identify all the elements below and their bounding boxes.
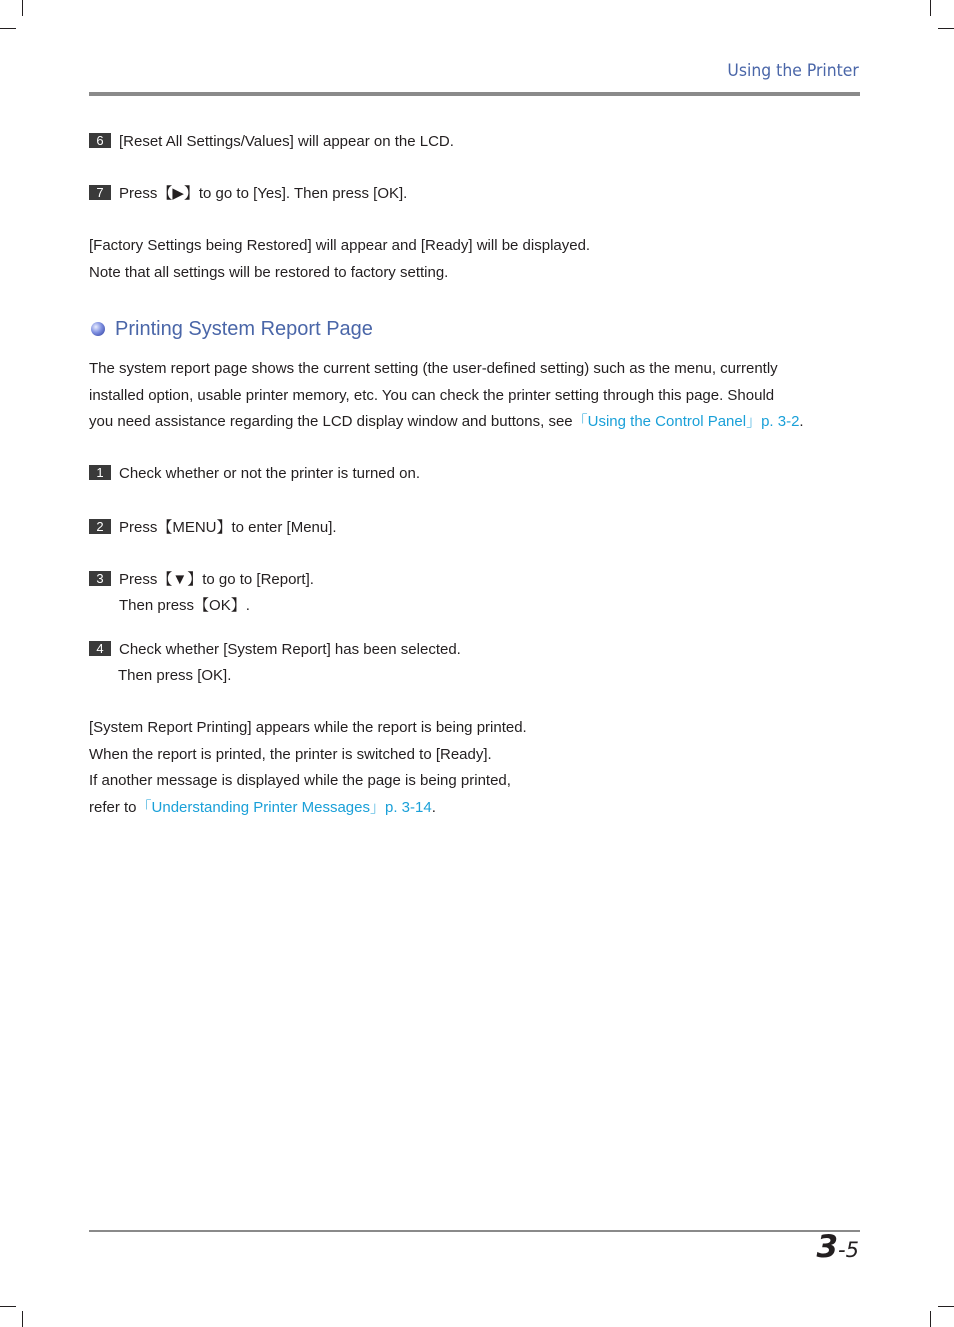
header-rule [89, 92, 860, 96]
intro-line: The system report page shows the current setting (the user-defined setting) such as the menu, currently [89, 360, 778, 377]
step-6 [89, 129, 454, 155]
step-number-badge: 7 [89, 185, 111, 200]
step-text: Press【▶】to go to [Yes]. Then press [OK]. [119, 185, 408, 202]
step-7 [89, 181, 407, 207]
step-number-badge: 1 [89, 465, 111, 480]
step-2 [89, 515, 337, 541]
running-header: Using the Printer [727, 61, 859, 81]
crop-mark [0, 28, 16, 29]
step-text: Press【▼】to go to [Report]. [119, 571, 314, 588]
intro-paragraph [89, 356, 804, 436]
intro-text: you need assistance regarding the LCD display window and buttons, see [89, 413, 573, 430]
note-text: refer to [89, 798, 137, 816]
note-line: When the report is printed, the printer is switched to [Ready]. [89, 745, 492, 763]
note-report-printing [89, 715, 527, 821]
section-title: Printing System Report Page [115, 318, 373, 340]
link-control-panel[interactable]: 「Using the Control Panel」p. 3-2 [572, 413, 800, 430]
crop-mark [938, 1306, 954, 1307]
note-line: If another message is displayed while the page is being printed, [89, 772, 511, 789]
crop-mark [938, 28, 954, 29]
step-text: [Reset All Settings/Values] will appear on the LCD. [119, 133, 454, 150]
step-number-badge: 6 [89, 133, 111, 148]
step-number-badge: 3 [89, 571, 111, 586]
crop-mark [22, 0, 23, 16]
page-in-chapter: 5 [845, 1238, 859, 1262]
step-text: Check whether [System Report] has been selected. [119, 641, 461, 658]
step-text: Check whether or not the printer is turned on. [119, 465, 420, 482]
step-text: Press【MENU】to enter [Menu]. [119, 519, 337, 536]
note-factory-restore [89, 233, 590, 286]
step-number-badge: 2 [89, 519, 111, 534]
intro-line [89, 409, 804, 436]
step-4 [89, 637, 461, 689]
note-line [89, 795, 527, 822]
link-printer-messages[interactable]: 「Understanding Printer Messages」p. 3-14 [136, 798, 432, 816]
note-line: Note that all settings will be restored to factory setting. [89, 263, 449, 281]
page-number [816, 1229, 859, 1265]
step-continuation: Then press [OK]. [118, 667, 232, 684]
page-separator: - [838, 1238, 846, 1262]
crop-mark [930, 1311, 931, 1327]
note-line: [Factory Settings being Restored] will appear and [Ready] will be displayed. [89, 237, 591, 254]
crop-mark [930, 0, 931, 16]
step-number-badge: 4 [89, 641, 111, 656]
crop-mark [0, 1306, 16, 1307]
step-continuation: Then press【OK】. [119, 597, 250, 614]
chapter-number: 3 [816, 1229, 839, 1265]
crop-mark [22, 1311, 23, 1327]
note-text: . [431, 798, 436, 816]
step-3 [89, 567, 314, 619]
section-heading [89, 314, 373, 344]
intro-line: installed option, usable printer memory, etc. You can check the printer setting through this page. Should [89, 386, 775, 404]
sphere-bullet-icon [91, 322, 105, 336]
intro-text: . [799, 413, 804, 430]
note-line: [System Report Printing] appears while the report is being printed. [89, 719, 527, 736]
footer-rule [89, 1230, 860, 1232]
step-1 [89, 461, 420, 487]
